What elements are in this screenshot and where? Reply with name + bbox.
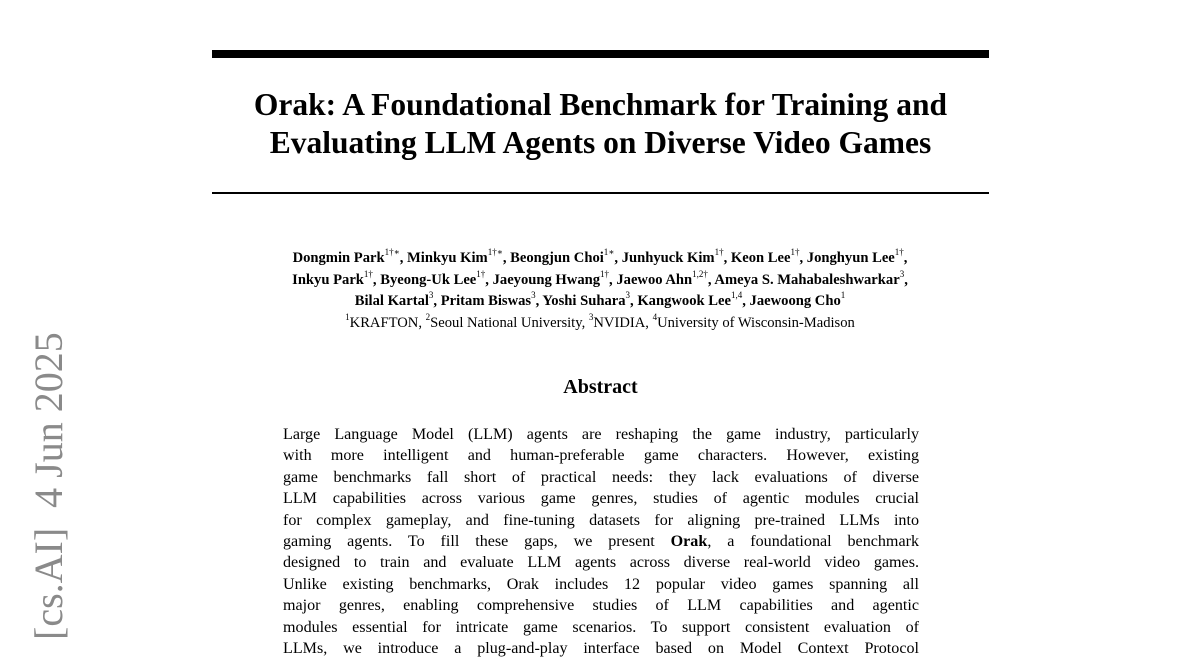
abstract-line: Unlike existing benchmarks, Orak includes 12 popular video games spanning all [283, 575, 919, 593]
title-line-2: Evaluating LLM Agents on Diverse Video Games [269, 125, 932, 160]
author-name: Inkyu Park [292, 271, 364, 288]
abstract-text: gaming agents. To fill these gaps, we present [283, 533, 671, 551]
author-sep: , [707, 271, 715, 288]
author-name: Junhyuck Kim [621, 250, 715, 266]
author-sup: 1† [363, 268, 373, 279]
affiliation-name: University of Wisconsin-Madison [657, 314, 855, 331]
abstract-line [283, 531, 919, 552]
author-name: Minkyu Kim [407, 250, 488, 266]
title-rule [212, 192, 989, 194]
author-line [150, 270, 1050, 292]
author-name: Bilal Kartal [354, 293, 429, 309]
author-block [150, 248, 1050, 334]
author-line [150, 248, 1050, 270]
author-sup: 1† [476, 268, 486, 279]
top-rule [212, 50, 989, 58]
author-sup: 1† [714, 247, 724, 258]
author-name: Jaeyoung Hwang [492, 271, 601, 288]
affiliation-sep: , [581, 314, 589, 331]
author-sup: 1† [894, 247, 904, 258]
arxiv-date: 4 Jun 2025 [26, 332, 71, 508]
author-name: Jonghyun Lee [806, 250, 895, 266]
author-name: Yoshi Suhara [542, 293, 626, 309]
arxiv-stamp [24, 320, 74, 640]
abstract-body [283, 424, 919, 659]
abstract-line: modules essential for intricate game scenarios. To support consistent evaluation of [283, 618, 919, 636]
author-sup: 3 [899, 268, 905, 279]
author-name: Pritam Biswas [440, 293, 532, 309]
author-name: Kangwook Lee [637, 293, 731, 309]
affiliation-sup: 3 [588, 311, 594, 322]
abstract-line: for complex gameplay, and fine-tuning datasets for aligning pre-trained LLMs into [283, 511, 919, 529]
author-sup: 3 [428, 290, 434, 301]
affiliation-name: Seoul National University [430, 314, 582, 331]
title-line-1: Orak: A Foundational Benchmark for Training and [253, 87, 948, 122]
author-name: Dongmin Park [292, 250, 385, 266]
arxiv-category: [cs.AI] [26, 527, 71, 640]
author-sup: 1† [600, 268, 610, 279]
affiliations-line [150, 313, 1050, 335]
affiliation-name: NVIDIA [593, 314, 646, 331]
abstract-line: Large Language Model (LLM) agents are reshaping the game industry, particularly [283, 426, 919, 443]
abstract-line: LLMs, we introduce a plug-and-play interface based on Model Context Protocol [283, 640, 919, 658]
abstract-line: LLM capabilities across various game genres, studies of agentic modules crucial [283, 490, 919, 508]
abstract-line: designed to train and evaluate LLM agents across diverse real-world video games. [283, 554, 919, 572]
author-sep: , [904, 271, 908, 288]
author-sep: , [799, 250, 807, 266]
author-sup: 1† [790, 247, 800, 258]
author-name: Byeong-Uk Lee [380, 271, 477, 288]
affiliation-sep: , [418, 314, 426, 331]
abstract-text: , a foundational benchmark [707, 533, 919, 551]
affiliation-sup: 2 [425, 311, 431, 322]
abstract-line: game benchmarks fall short of practical needs: they lack evaluations of diverse [283, 468, 919, 486]
author-sup: 1†∗ [487, 247, 503, 258]
author-name: Jaewoo Ahn [616, 271, 693, 288]
author-sep: , [742, 293, 750, 309]
author-sep: , [485, 271, 493, 288]
author-sep: , [502, 250, 511, 266]
author-sup: 1,4 [730, 290, 743, 301]
author-sep: , [614, 250, 622, 266]
author-sep: , [903, 250, 908, 266]
author-sup: 1†∗ [384, 247, 400, 258]
author-sep: , [433, 293, 441, 309]
author-sup: 3 [625, 290, 631, 301]
abstract-heading: Abstract [563, 376, 638, 398]
author-name: Ameya S. Mahabaleshwarkar [714, 271, 900, 288]
affiliation-sep: , [645, 314, 653, 331]
author-sup: 1∗ [603, 247, 615, 258]
author-sup: 1 [840, 290, 846, 301]
benchmark-name: Orak [670, 533, 708, 551]
author-name: Jaewoong Cho [749, 293, 841, 309]
author-sep: , [535, 293, 543, 309]
author-sep: , [372, 271, 381, 288]
affiliation-name: KRAFTON [349, 314, 419, 331]
author-sup: 3 [531, 290, 536, 301]
author-name: Beongjun Choi [510, 250, 604, 266]
abstract-line: major genres, enabling comprehensive studies of LLM capabilities and agentic [283, 597, 919, 615]
author-sep: , [630, 293, 638, 309]
author-sup: 1,2† [692, 268, 708, 279]
author-sep: , [723, 250, 731, 266]
author-sep: , [609, 271, 617, 288]
author-name: Keon Lee [730, 250, 791, 266]
abstract-line: with more intelligent and human-preferable game characters. However, existing [283, 447, 919, 465]
paper-title [212, 86, 989, 162]
affiliation-sup: 4 [652, 311, 658, 322]
author-sep: , [399, 250, 408, 266]
affiliation-sup: 1 [345, 311, 350, 322]
author-line [150, 291, 1050, 313]
